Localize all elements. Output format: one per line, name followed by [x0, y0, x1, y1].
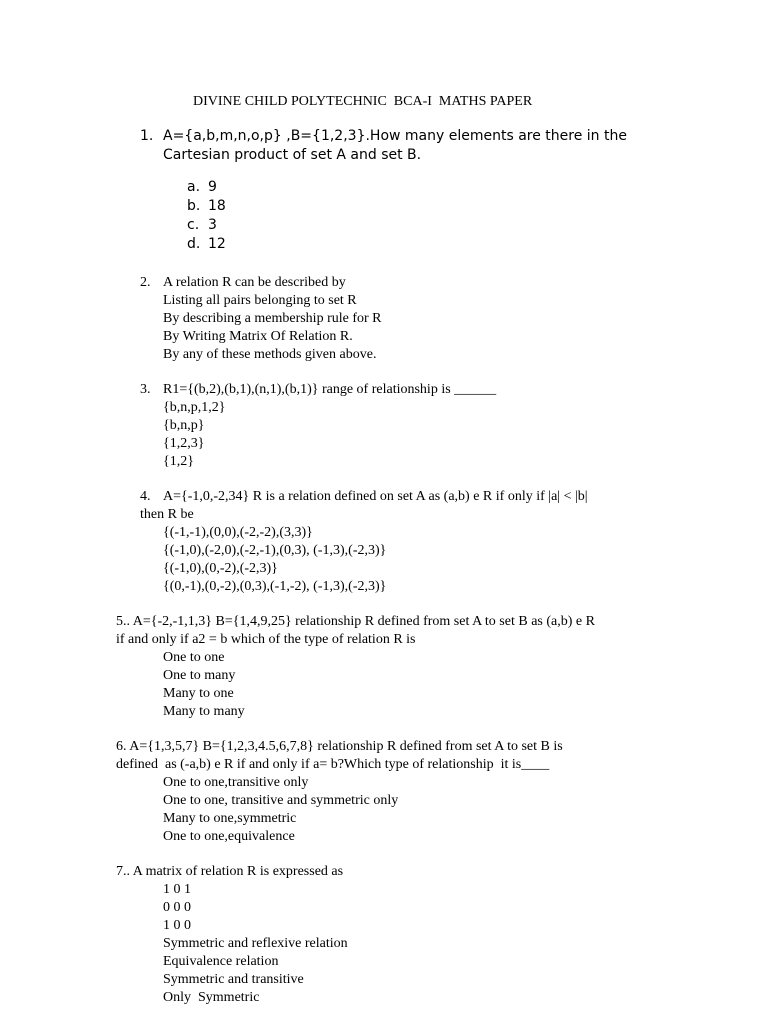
q3-option: {1,2} [163, 454, 194, 469]
q5-option: One to one [163, 650, 225, 665]
q7-option: Symmetric and transitive [163, 972, 304, 987]
q7-matrix-row: 1 0 0 [163, 918, 191, 933]
q7-option: Only Symmetric [163, 990, 260, 1005]
q5-text-line1: 5.. A={-2,-1,1,3} B={1,4,9,25} relationship R defined from set A to set B as (a,b) e R [116, 614, 595, 629]
q3-option: {1,2,3} [163, 436, 205, 451]
q2-option: By describing a membership rule for R [163, 311, 382, 326]
q2-number: 2. [140, 275, 151, 290]
q4-option: {(-1,0),(0,-2),(-2,3)} [163, 561, 278, 576]
q4-number: 4. [140, 489, 151, 504]
q1-option-c-letter: c. [187, 217, 200, 233]
q4-text-line2: then R be [140, 507, 194, 522]
q1-option-b-text: 18 [208, 198, 226, 214]
q1-option-d-letter: d. [187, 236, 201, 252]
q6-option: One to one, transitive and symmetric only [163, 793, 399, 808]
q2-option: By any of these methods given above. [163, 347, 377, 362]
q6-option: One to one,transitive only [163, 775, 309, 790]
q1-text-line2: Cartesian product of set A and set B. [163, 147, 422, 163]
q1-option-a-text: 9 [208, 179, 217, 195]
q7-matrix-row: 1 0 1 [163, 882, 191, 897]
q4-text-line1: A={-1,0,-2,34} R is a relation defined on set A as (a,b) e R if only if |a| < |b| [163, 489, 588, 504]
q7-matrix-row: 0 0 0 [163, 900, 191, 915]
q6-text-line1: 6. A={1,3,5,7} B={1,2,3,4.5,6,7,8} relationship R defined from set A to set B is [116, 739, 563, 754]
q2-option: By Writing Matrix Of Relation R. [163, 329, 353, 344]
q1-option-c-text: 3 [208, 217, 217, 233]
q1-option-b-letter: b. [187, 198, 201, 214]
q5-text-line2: if and only if a2 = b which of the type of relation R is [116, 632, 416, 647]
q4-option: {(-1,0),(-2,0),(-2,-1),(0,3), (-1,3),(-2,3)} [163, 543, 387, 558]
q2-text-line1: A relation R can be described by [163, 275, 346, 290]
q1-number: 1. [140, 128, 154, 144]
q5-option: One to many [163, 668, 236, 683]
q3-number: 3. [140, 382, 151, 397]
q3-option: {b,n,p} [163, 418, 205, 433]
q5-option: Many to many [163, 704, 245, 719]
q4-option: {(0,-1),(0,-2),(0,3),(-1,-2), (-1,3),(-2,3)} [163, 579, 387, 594]
q1-text-line1: A={a,b,m,n,o,p} ,B={1,2,3}.How many elements are there in the [163, 128, 627, 144]
q3-option: {b,n,p,1,2} [163, 400, 226, 415]
q6-text-line2: defined as (-a,b) e R if and only if a= b?Which type of relationship it is____ [116, 757, 550, 772]
q3-text-line1: R1={(b,2),(b,1),(n,1),(b,1)} range of relationship is ______ [163, 382, 497, 397]
q1-option-a-letter: a. [187, 179, 201, 195]
q7-option: Equivalence relation [163, 954, 279, 969]
q6-option: One to one,equivalence [163, 829, 295, 844]
q4-option: {(-1,-1),(0,0),(-2,-2),(3,3)} [163, 525, 313, 540]
q5-option: Many to one [163, 686, 234, 701]
page-title: DIVINE CHILD POLYTECHNIC BCA-I MATHS PAPER [193, 94, 533, 109]
q6-option: Many to one,symmetric [163, 811, 297, 826]
q7-text-line1: 7.. A matrix of relation R is expressed as [116, 864, 344, 879]
q2-option: Listing all pairs belonging to set R [163, 293, 357, 308]
q1-option-d-text: 12 [208, 236, 226, 252]
q7-option: Symmetric and reflexive relation [163, 936, 348, 951]
